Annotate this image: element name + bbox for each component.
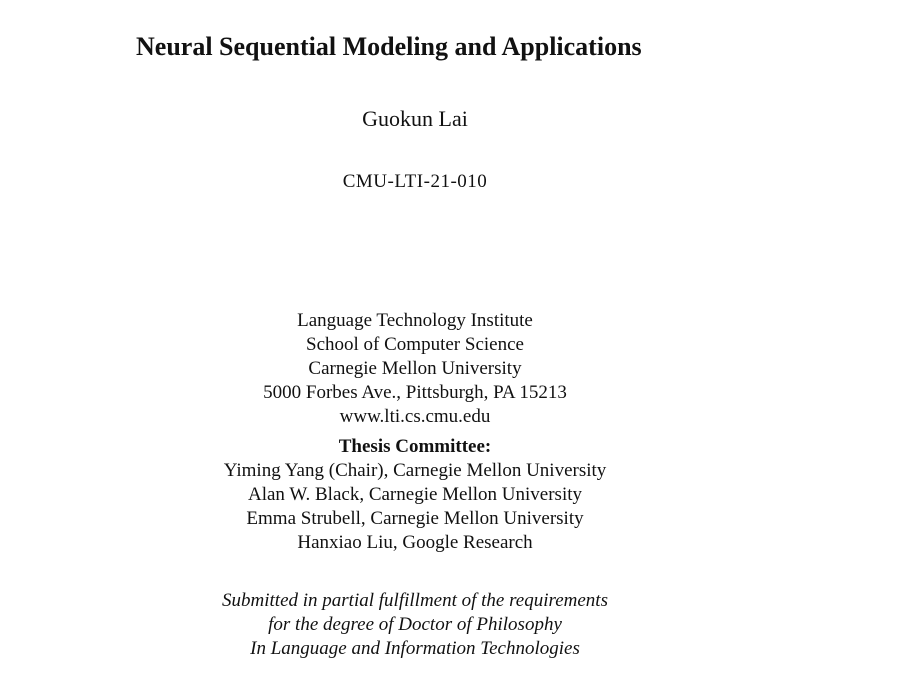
submission-line: Submitted in partial fulfillment of the requirements xyxy=(222,590,608,611)
submission-line: for the degree of Doctor of Philosophy xyxy=(268,614,562,635)
committee-member: Emma Strubell, Carnegie Mellon University xyxy=(246,508,584,529)
committee-member: Yiming Yang (Chair), Carnegie Mellon University xyxy=(223,460,607,481)
committee-member: Alan W. Black, Carnegie Mellon University xyxy=(247,484,583,505)
address-line-website: www.lti.cs.cmu.edu xyxy=(339,406,491,427)
address-line-university: Carnegie Mellon University xyxy=(308,358,522,379)
committee-member: Hanxiao Liu, Google Research xyxy=(297,532,533,553)
submission-line: In Language and Information Technologies xyxy=(250,638,580,659)
submission-statement xyxy=(0,589,830,661)
report-number: CMU-LTI-21-010 xyxy=(342,171,488,192)
thesis-committee xyxy=(0,435,830,555)
institution-address xyxy=(0,309,830,429)
author-name: Guokun Lai xyxy=(362,106,468,131)
address-line-school: School of Computer Science xyxy=(306,334,524,355)
address-line-street: 5000 Forbes Ave., Pittsburgh, PA 15213 xyxy=(263,382,567,403)
thesis-title: Neural Sequential Modeling and Applications xyxy=(136,32,642,61)
committee-heading: Thesis Committee: xyxy=(338,436,492,457)
address-line-institute: Language Technology Institute xyxy=(297,310,533,331)
